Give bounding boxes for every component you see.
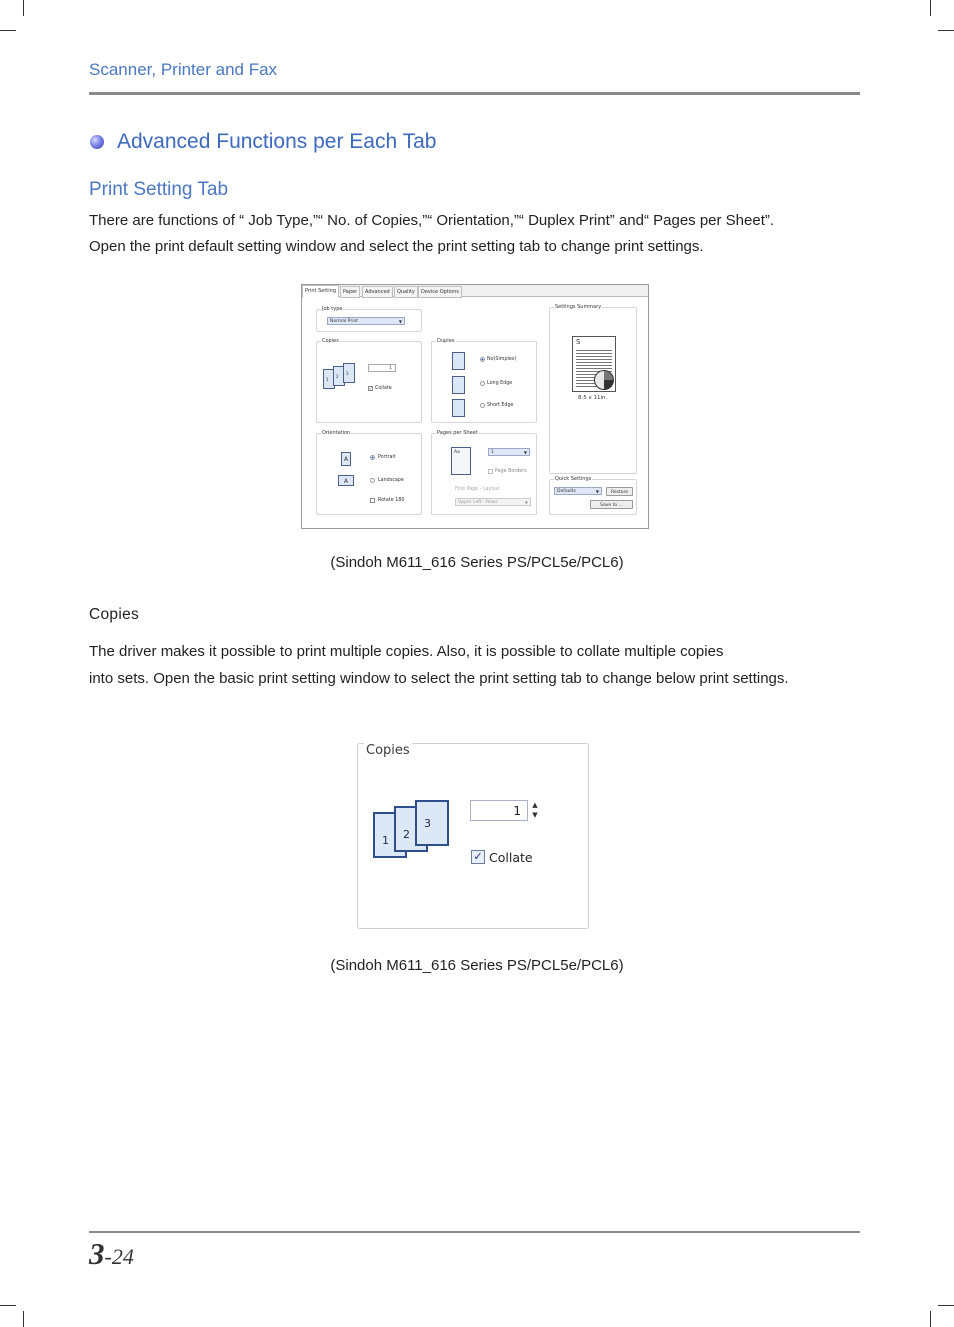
paper-preview-icon bbox=[572, 336, 616, 392]
landscape-label: Landscape bbox=[378, 478, 404, 483]
print-setting-dialog bbox=[301, 284, 649, 529]
header-rule bbox=[89, 92, 860, 95]
long-edge-icon bbox=[452, 376, 465, 394]
copy-page-icon: 2 bbox=[394, 806, 428, 852]
copy-page-icon: 3 bbox=[415, 800, 449, 846]
copies-stepper-value: 1 bbox=[513, 804, 521, 818]
layout-select[interactable] bbox=[455, 498, 531, 506]
figure-caption-2: (Sindoh M611_616 Series PS/PCL5e/PCL6) bbox=[330, 957, 624, 974]
copy-page-icon: 1 bbox=[373, 812, 407, 858]
chevron-down-icon: ▼ bbox=[524, 500, 528, 505]
pages-per-sheet-select[interactable] bbox=[488, 448, 530, 456]
duplex-label: Duplex bbox=[437, 338, 455, 344]
collate-label: Collate bbox=[489, 850, 533, 865]
footer-rule bbox=[89, 1231, 860, 1233]
copies-panel bbox=[357, 743, 589, 929]
crop-mark bbox=[930, 1311, 931, 1327]
job-type-select[interactable] bbox=[327, 317, 405, 325]
orientation-label: Orientation bbox=[322, 430, 351, 436]
crop-mark bbox=[23, 1311, 24, 1327]
chevron-down-icon: ▼ bbox=[595, 489, 599, 494]
color-pie-icon bbox=[594, 370, 614, 390]
orientation-group bbox=[316, 430, 422, 515]
quick-settings-value: Defaults bbox=[557, 489, 576, 494]
duplex-short-edge-label: Short Edge bbox=[487, 403, 514, 408]
quick-settings-select[interactable] bbox=[554, 487, 602, 495]
simplex-icon bbox=[452, 352, 465, 370]
spin-up-icon[interactable]: ▲ bbox=[532, 801, 538, 809]
chevron-down-icon: ▼ bbox=[398, 319, 402, 324]
collate-label: Collate bbox=[375, 386, 392, 391]
settings-summary-group bbox=[549, 304, 637, 474]
crop-mark bbox=[930, 0, 931, 16]
save-to-button[interactable]: Save to ... bbox=[590, 500, 633, 509]
intro-line-1: There are functions of “ Job Type,”“ No. of Copies,”“ Orientation,”“ Duplex Print” and“ Pages per Sheet”. bbox=[89, 212, 775, 229]
running-header: Scanner, Printer and Fax bbox=[89, 60, 278, 79]
job-type-group bbox=[316, 306, 422, 332]
rotate-180-checkbox[interactable] bbox=[370, 498, 375, 503]
page-number bbox=[89, 1236, 134, 1272]
pages-per-sheet-preview-icon bbox=[451, 447, 471, 475]
copies-stepper[interactable] bbox=[470, 800, 528, 821]
copy-page-icon: 3 bbox=[343, 363, 355, 383]
portrait-icon: A bbox=[341, 452, 351, 466]
crop-mark bbox=[0, 30, 16, 31]
tab-advanced[interactable]: Advanced bbox=[362, 286, 393, 298]
spin-down-icon[interactable]: ▼ bbox=[532, 811, 538, 819]
paper-size-text: 8.5 x 11in. bbox=[578, 395, 608, 401]
quick-settings-group bbox=[549, 476, 637, 515]
copies-label: Copies bbox=[322, 338, 339, 344]
duplex-long-edge-radio[interactable] bbox=[480, 381, 485, 386]
tab-quality[interactable]: Quality bbox=[394, 286, 418, 298]
pages-per-sheet-value: 1 bbox=[491, 450, 494, 455]
copies-panel-label: Copies bbox=[366, 743, 410, 758]
duplex-long-edge-label: Long Edge bbox=[487, 381, 513, 386]
restore-button[interactable]: Restore bbox=[606, 487, 633, 496]
duplex-simplex-radio[interactable] bbox=[480, 357, 485, 362]
tab-device-options[interactable]: Device Options bbox=[418, 286, 462, 298]
section-title-text: Advanced Functions per Each Tab bbox=[117, 130, 437, 153]
page-index: -24 bbox=[104, 1244, 134, 1269]
intro-line-2: Open the print default setting window and select the print setting tab to change print settings. bbox=[89, 238, 704, 255]
pages-per-sheet-label: Pages per Sheet bbox=[437, 430, 478, 436]
crop-mark bbox=[23, 0, 24, 16]
layout-value: Upper Left - Rows bbox=[458, 500, 498, 505]
page-borders-label: Page Borders bbox=[495, 469, 527, 474]
copies-spin-buttons bbox=[528, 800, 542, 821]
paper-preview-letter: S bbox=[576, 338, 581, 346]
job-type-label: Job type bbox=[322, 306, 343, 312]
tab-print-setting[interactable]: Print Setting bbox=[302, 285, 339, 298]
page-borders-checkbox[interactable] bbox=[488, 469, 493, 474]
copies-text-line-2: into sets. Open the basic print setting window to select the print setting tab to change below print settings. bbox=[89, 670, 789, 687]
copies-stepper[interactable] bbox=[368, 364, 396, 372]
section-title bbox=[90, 130, 436, 154]
chapter-number: 3 bbox=[89, 1236, 105, 1271]
tab-paper[interactable]: Paper bbox=[340, 286, 360, 298]
crop-mark bbox=[0, 1305, 16, 1306]
chevron-down-icon: ▼ bbox=[523, 450, 527, 455]
copy-page-icon: 2 bbox=[333, 366, 345, 386]
duplex-short-edge-radio[interactable] bbox=[480, 403, 485, 408]
collate-checkbox[interactable]: ✓ bbox=[369, 386, 373, 391]
figure-caption-1: (Sindoh M611_616 Series PS/PCL5e/PCL6) bbox=[330, 554, 624, 571]
duplex-group bbox=[431, 338, 537, 423]
copies-value: 1 bbox=[389, 366, 392, 371]
crop-mark bbox=[938, 30, 954, 31]
pages-per-sheet-thumb-text: Aa bbox=[454, 450, 460, 455]
subsection-title: Print Setting Tab bbox=[89, 179, 229, 200]
portrait-label: Portrait bbox=[378, 455, 396, 460]
pages-per-sheet-group bbox=[431, 430, 537, 515]
copies-heading: Copies bbox=[89, 606, 140, 623]
dialog-tabbar bbox=[302, 285, 648, 297]
job-type-value: Normal Print bbox=[330, 319, 359, 324]
quick-settings-label: Quick Settings bbox=[555, 476, 592, 482]
bullet-icon bbox=[90, 135, 104, 149]
collate-checkbox[interactable]: ✓ bbox=[471, 850, 485, 864]
rotate-180-label: Rotate 180 bbox=[378, 498, 405, 503]
layout-label: First Page - Layout bbox=[455, 487, 500, 492]
copy-page-icon: 1 bbox=[323, 369, 335, 389]
crop-mark bbox=[938, 1305, 954, 1306]
copies-text-line-1: The driver makes it possible to print multiple copies. Also, it is possible to collate multiple copies bbox=[89, 643, 724, 660]
copies-group bbox=[316, 338, 422, 423]
settings-summary-label: Settings Summary bbox=[555, 304, 602, 310]
portrait-radio[interactable] bbox=[370, 455, 375, 460]
duplex-simplex-label: No(Simplex) bbox=[487, 357, 517, 362]
short-edge-icon bbox=[452, 399, 465, 417]
landscape-icon: A bbox=[338, 475, 354, 486]
landscape-radio[interactable] bbox=[370, 478, 375, 483]
